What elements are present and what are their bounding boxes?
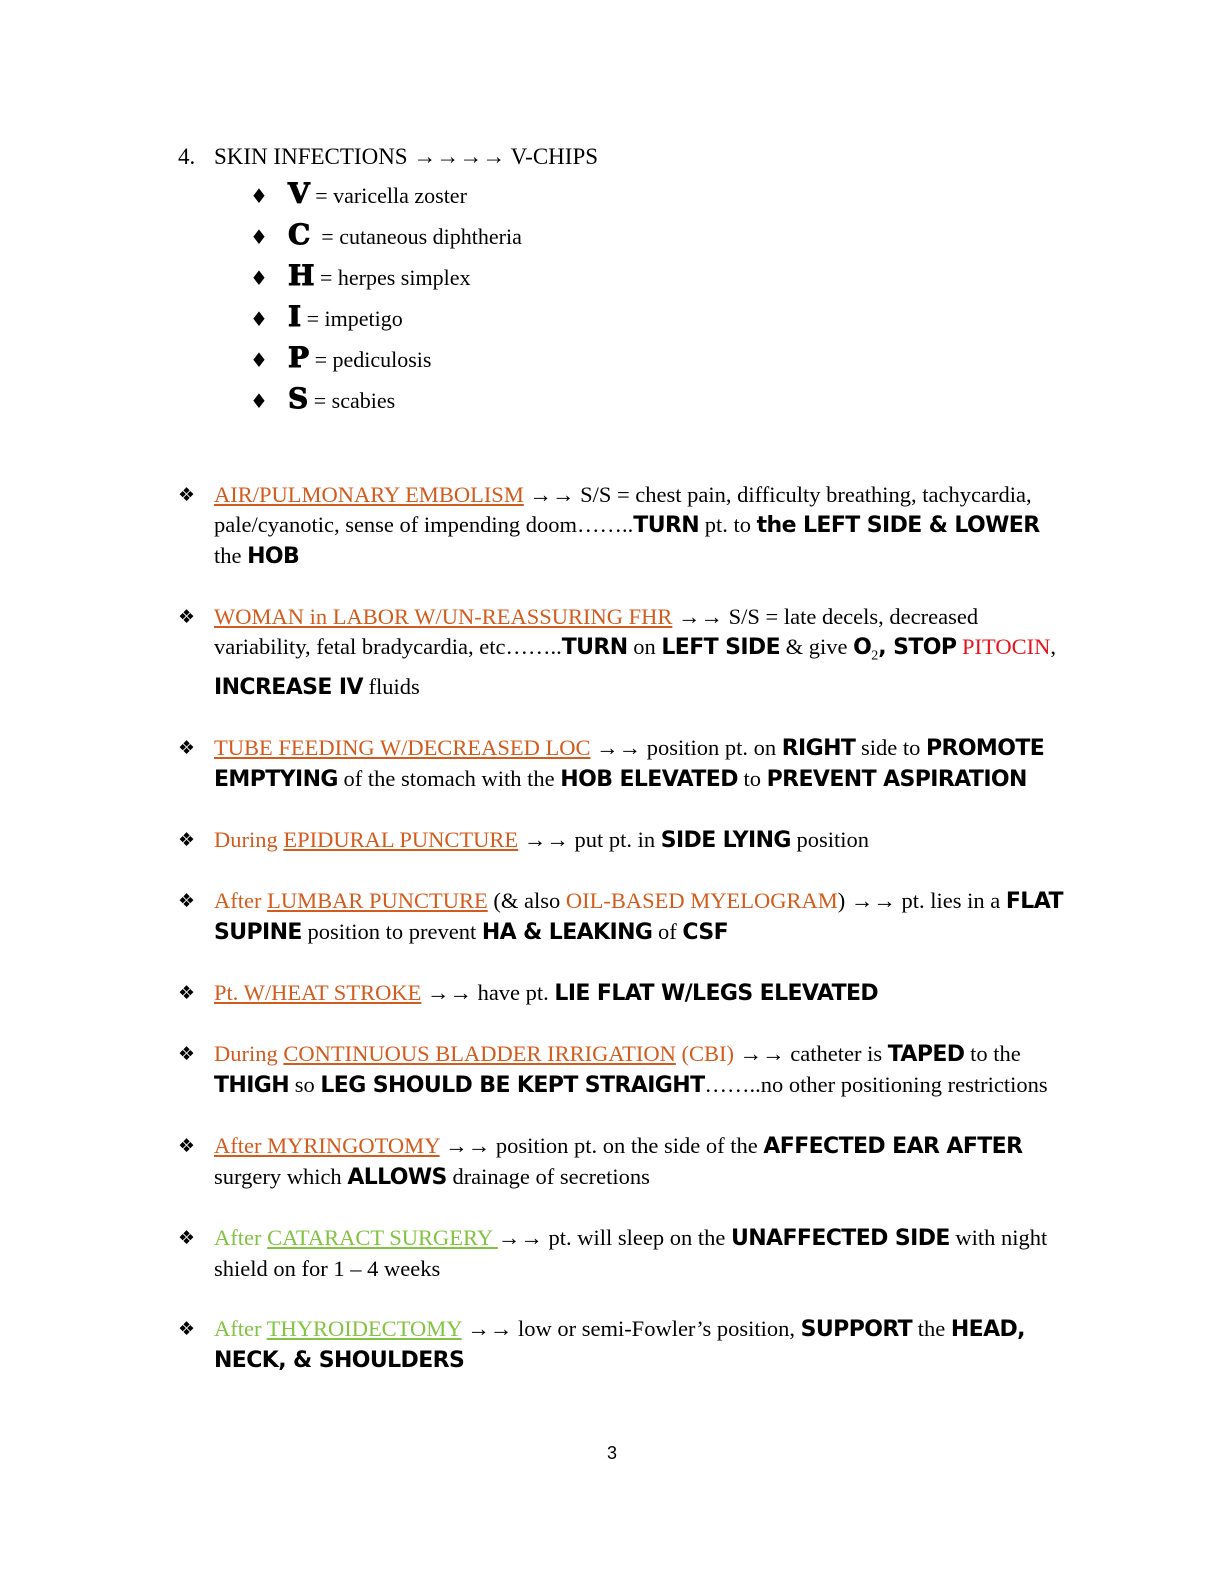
positioning-item: [178, 480, 1068, 572]
item-text-segment: TAPED: [887, 1041, 965, 1067]
item-text-segment: →→ have pt.: [421, 979, 555, 1005]
item-text-segment: ,: [878, 635, 894, 660]
mnemonic-item: [250, 258, 522, 299]
diamond-bullet-icon: ❖: [178, 1226, 196, 1249]
item-text-segment: LEG SHOULD BE KEPT STRAIGHT: [320, 1072, 705, 1098]
item-text-segment: 2: [871, 648, 879, 664]
mnemonic-text: = herpes simplex: [314, 265, 471, 290]
diamond-bullet-icon: ♦: [250, 266, 268, 290]
diamond-bullet-icon: ❖: [178, 1317, 196, 1340]
item-text-segment: the LEFT SIDE & LOWER: [756, 513, 1040, 538]
positioning-item: [178, 978, 1068, 1009]
item-text-segment: WOMAN in LABOR W/UN-REASSURING FHR: [214, 604, 673, 629]
diamond-bullet-icon: ❖: [178, 736, 196, 759]
item-text-segment: HA & LEAKING: [481, 919, 653, 945]
mnemonic-letter: S: [288, 382, 309, 415]
item-text-segment: drainage of secretions: [446, 1163, 650, 1189]
item-text-segment: on: [627, 634, 662, 659]
mnemonic-item: [250, 299, 522, 340]
item-text-segment: to: [737, 765, 767, 791]
mnemonic-text: = cutaneous diphtheria: [310, 224, 522, 249]
diamond-bullet-icon: ❖: [178, 606, 196, 628]
mnemonic-text: = pediculosis: [309, 347, 432, 372]
item-text-segment: LIE FLAT W/LEGS ELEVATED: [554, 980, 879, 1006]
item-text-segment: CATARACT SURGERY: [267, 1224, 498, 1250]
item-text-segment: →→ low or semi-Fowler’s position,: [461, 1315, 801, 1341]
diamond-bullet-icon: ♦: [250, 348, 268, 372]
item-text-segment: During: [214, 826, 284, 852]
item-text-segment: HEAD, NECK, & SHOULDERS: [214, 1316, 1025, 1373]
positioning-item: [178, 1039, 1068, 1101]
item-text-segment: O: [853, 635, 872, 660]
heading-number: 4.: [178, 144, 196, 169]
diamond-bullet-icon: ♦: [250, 225, 268, 249]
heading-text: SKIN INFECTIONS →→→→ V-CHIPS: [214, 144, 599, 169]
item-text-segment: After MYRINGOTOMY: [214, 1132, 440, 1158]
positioning-item: [178, 1314, 1068, 1376]
item-text-segment: of the stomach with the: [337, 765, 561, 791]
item-text-segment: STOP: [893, 635, 957, 660]
item-text-segment: HOB: [247, 544, 300, 569]
item-text-segment: position to prevent: [301, 918, 482, 944]
item-text-segment: THYROIDECTOMY: [266, 1315, 462, 1341]
item-text-segment: →→ S/S = chest pain, difficulty breathing, tachycardia, pale/cyanotic, sense of impending doom……..: [214, 482, 1032, 537]
item-text-segment: the: [214, 543, 248, 568]
item-text-segment: CSF: [682, 919, 729, 945]
diamond-bullet-icon: ❖: [178, 889, 196, 912]
item-text-segment: surgery which: [214, 1163, 348, 1189]
item-text-segment: RIGHT: [781, 735, 856, 761]
item-text-segment: ALLOWS: [347, 1164, 447, 1190]
item-text-segment: of: [652, 918, 683, 944]
mnemonic-letter: V: [288, 177, 310, 210]
positioning-list: [178, 480, 1068, 1406]
item-text-segment: fluids: [362, 673, 420, 699]
item-text-segment: UNAFFECTED SIDE: [730, 1225, 950, 1251]
item-text-segment: pt. to: [699, 512, 757, 537]
item-text-segment: After: [214, 887, 268, 913]
item-text-segment: During: [214, 1040, 284, 1066]
item-text-segment: OIL-BASED MYELOGRAM: [565, 887, 838, 913]
diamond-bullet-icon: ❖: [178, 828, 196, 851]
positioning-item: [178, 1131, 1068, 1193]
item-text-segment: THIGH: [214, 1072, 290, 1098]
item-text-segment: (& also: [487, 887, 566, 913]
diamond-bullet-icon: ❖: [178, 1042, 196, 1065]
item-text-segment: TURN: [561, 635, 628, 660]
mnemonic-item: [250, 381, 522, 422]
positioning-item: [178, 1223, 1068, 1284]
mnemonic-letter: C: [288, 218, 311, 251]
item-text-segment: After: [214, 1224, 268, 1250]
item-text-segment: & give: [780, 634, 854, 659]
item-text-segment: PROMOTE EMPTYING: [214, 735, 1045, 792]
mnemonic-text: = varicella zoster: [309, 183, 467, 208]
item-text-segment: PITOCIN: [956, 634, 1051, 659]
page-number: 3: [606, 1443, 617, 1463]
mnemonic-list: [250, 176, 522, 422]
item-text-segment: TURN: [633, 513, 700, 538]
item-text-segment: CONTINUOUS BLADDER IRRIGATION: [283, 1040, 676, 1066]
item-text-segment: FLAT SUPINE: [214, 888, 1063, 945]
item-text-segment: →→ catheter is: [734, 1040, 888, 1066]
item-text-segment: →→ pt. will sleep on the: [497, 1224, 731, 1250]
item-text-segment: side to: [855, 734, 926, 760]
item-text-segment: AIR/PULMONARY EMBOLISM: [214, 482, 524, 507]
item-text-segment: (CBI): [675, 1040, 734, 1066]
item-text-segment: Pt. W/HEAT STROKE: [214, 979, 422, 1005]
item-text-segment: →→ S/S = late decels, decreased variability, fetal bradycardia, etc……..: [214, 604, 979, 659]
item-text-segment: SIDE LYING: [660, 827, 791, 853]
item-text-segment: PREVENT ASPIRATION: [766, 766, 1027, 792]
item-text-segment: INCREASE IV: [214, 674, 363, 700]
item-text-segment: to the: [964, 1040, 1021, 1066]
mnemonic-letter: I: [288, 300, 302, 333]
mnemonic-item: [250, 340, 522, 381]
diamond-bullet-icon: ♦: [250, 389, 268, 413]
item-text-segment: AFFECTED EAR AFTER: [763, 1133, 1023, 1159]
mnemonic-text: = scabies: [308, 388, 396, 413]
item-text-segment: ……..no other positioning restrictions: [704, 1071, 1048, 1097]
mnemonic-item: [250, 217, 522, 258]
item-text-segment: →→ put pt. in: [518, 826, 661, 852]
item-text-segment: ) →→ pt. lies in a: [837, 887, 1006, 913]
positioning-item: [178, 825, 1068, 856]
mnemonic-text: = impetigo: [301, 306, 403, 331]
item-text-segment: LUMBAR PUNCTURE: [267, 887, 488, 913]
item-text-segment: ,: [1050, 634, 1056, 659]
item-text-segment: the: [912, 1315, 951, 1341]
item-text-segment: with night shield on for 1 – 4 weeks: [214, 1224, 1048, 1281]
diamond-bullet-icon: ♦: [250, 184, 268, 208]
positioning-item: [178, 733, 1068, 795]
diamond-bullet-icon: ♦: [250, 307, 268, 331]
positioning-item: [178, 602, 1068, 703]
section-heading: [178, 141, 598, 173]
positioning-item: [178, 886, 1068, 948]
item-text-segment: TUBE FEEDING W/DECREASED LOC: [214, 734, 591, 760]
item-text-segment: After: [214, 1315, 267, 1341]
item-text-segment: HOB ELEVATED: [560, 766, 738, 792]
diamond-bullet-icon: ❖: [178, 1134, 196, 1157]
diamond-bullet-icon: ❖: [178, 484, 196, 506]
item-text-segment: →→ position pt. on the side of the: [439, 1132, 764, 1158]
item-text-segment: so: [289, 1071, 321, 1097]
mnemonic-letter: P: [288, 341, 310, 374]
mnemonic-item: [250, 176, 522, 217]
diamond-bullet-icon: ❖: [178, 981, 196, 1004]
item-text-segment: →→ position pt. on: [590, 734, 782, 760]
item-text-segment: LEFT SIDE: [661, 635, 781, 660]
item-text-segment: SUPPORT: [800, 1316, 913, 1342]
item-text-segment: EPIDURAL PUNCTURE: [283, 826, 519, 852]
item-text-segment: position: [790, 826, 870, 852]
mnemonic-letter: H: [288, 259, 315, 292]
